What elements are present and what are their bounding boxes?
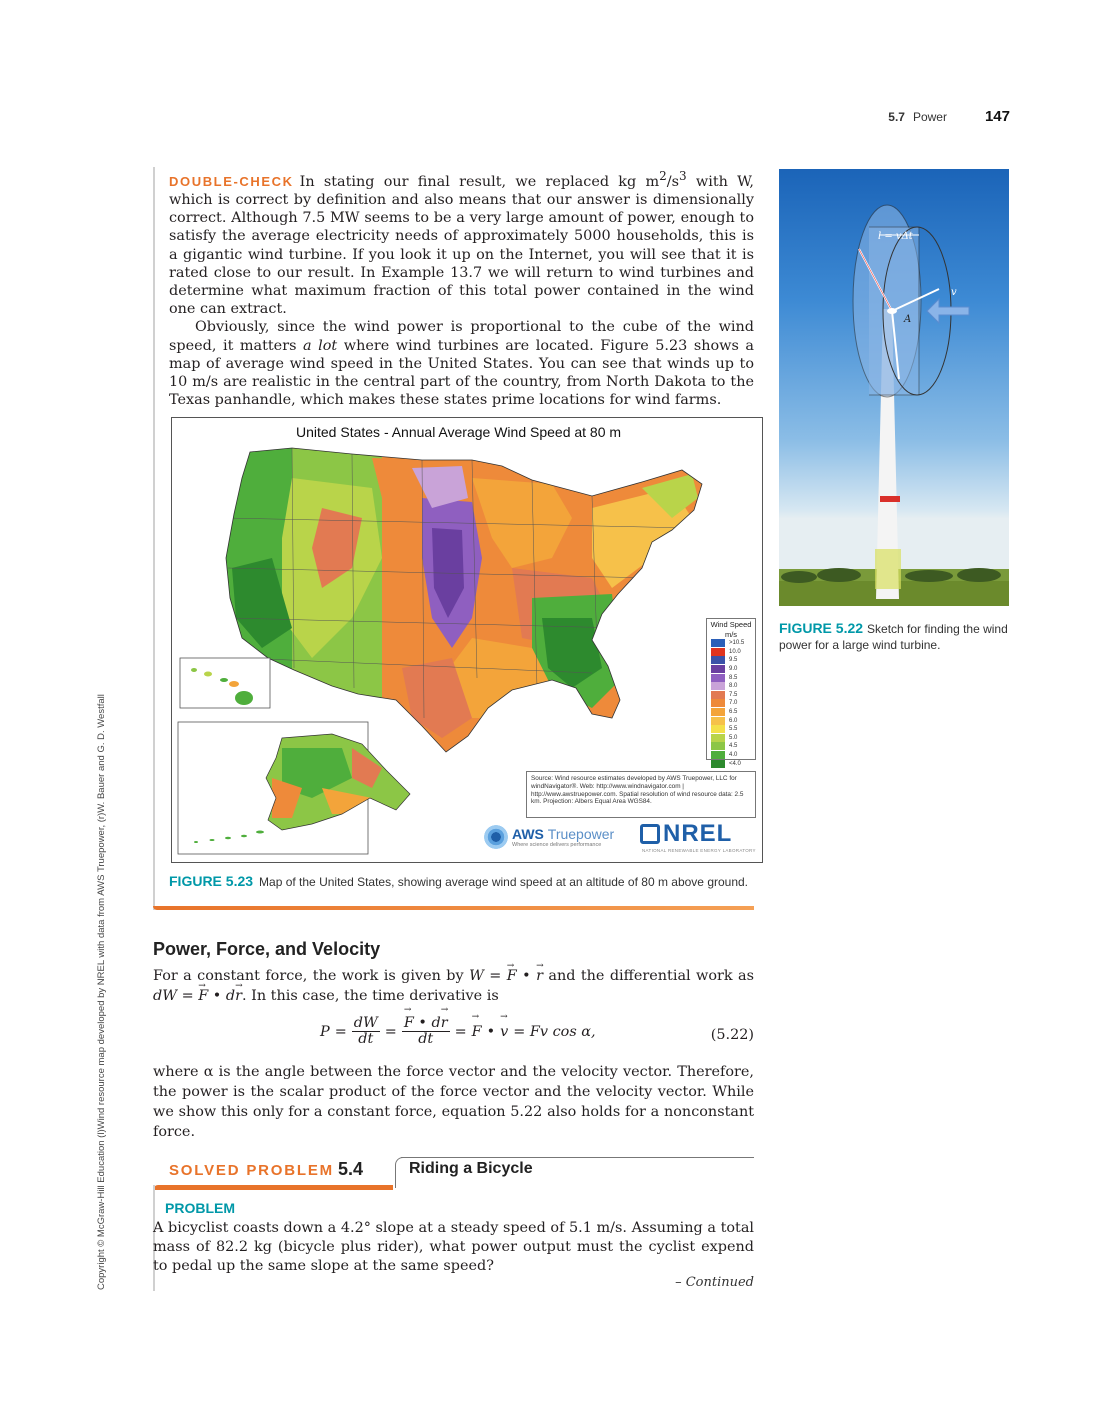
hawaii-inset <box>180 658 270 708</box>
intro-math: d <box>225 988 236 1004</box>
legend-item <box>707 691 755 700</box>
eq-numerator <box>402 1016 450 1032</box>
aws-logo-text <box>512 826 614 842</box>
legend-label: 6.0 <box>729 717 738 724</box>
legend-label: 6.5 <box>729 709 738 716</box>
legend-item <box>707 699 755 708</box>
intro-math: dW <box>153 988 178 1004</box>
wind-map <box>171 417 763 863</box>
legend-swatch <box>711 691 725 699</box>
double-check-paragraph-2 <box>169 318 754 409</box>
page-number: 147 <box>984 108 1010 125</box>
intro-text: . In this case, the time derivative is <box>241 988 499 1004</box>
eq-fraction <box>402 1016 450 1047</box>
aws-name: AWS <box>512 826 548 842</box>
legend-item <box>707 759 755 768</box>
legend-unit: m/s <box>724 630 738 639</box>
legend-item <box>707 656 755 665</box>
eq-numerator: dW <box>353 1015 378 1031</box>
copyright-credit: Copyright © McGraw-Hill Education (l)Wind resource map developed by NREL with data from AWS Truepower, (r)W. Bauer and G. D. Westfall <box>96 694 107 1290</box>
legend-item <box>707 734 755 743</box>
aws-logo-icon <box>484 825 508 849</box>
legend-swatch <box>711 674 725 682</box>
solved-problem-label <box>169 1159 363 1180</box>
legend-swatch <box>711 742 725 750</box>
eq-vector: → r <box>441 1015 448 1031</box>
header-rule <box>401 1157 754 1158</box>
figure-5-23-caption <box>169 873 748 889</box>
dc-text: Obviously, since the wind power is proportional to the cube of the wind speed, it matters <box>169 319 754 354</box>
nrel-logo <box>640 820 732 848</box>
eq-operator: • <box>413 1015 432 1031</box>
legend-swatch <box>711 760 725 768</box>
legend-swatch <box>711 751 725 759</box>
legend-swatch <box>711 656 725 664</box>
figure-5-23 <box>153 407 754 910</box>
figure-5-22-number: FIGURE 5.22 <box>779 620 864 636</box>
intro-text: and the differential work as <box>542 968 754 984</box>
eq-operator: = <box>384 1023 397 1040</box>
intro-math: • <box>516 968 537 984</box>
aws-truepower-name: Truepower <box>547 826 615 842</box>
section-heading: Power, Force, and Velocity <box>153 939 381 959</box>
wind-speed-legend <box>706 618 756 767</box>
map-title: United States - Annual Average Wind Speed at 80 m <box>296 424 622 440</box>
dc-text: In stating our final result, we replaced kg m <box>299 173 660 190</box>
legend-swatch <box>711 717 725 725</box>
legend-label: 7.0 <box>729 700 738 707</box>
legend-item <box>707 673 755 682</box>
legend-item <box>707 708 755 717</box>
legend-label: 9.5 <box>729 657 738 664</box>
nrel-mark-icon <box>640 824 660 844</box>
figure-5-23-number: FIGURE 5.23 <box>169 873 254 889</box>
eq-fraction <box>352 1016 380 1047</box>
legend-label: 4.5 <box>729 743 738 750</box>
eq-denominator: dt <box>418 1031 434 1047</box>
equation-5-22 <box>153 1016 754 1060</box>
intro-text: For a constant force, the work is given by <box>153 968 470 984</box>
intro-math: W <box>469 968 484 984</box>
intro-math: = <box>483 968 507 984</box>
eq-operator: • <box>486 1023 496 1040</box>
legend-swatch <box>711 725 725 733</box>
dc-text: /s <box>666 173 680 190</box>
eq-operator: = <box>454 1023 467 1040</box>
running-head <box>888 108 1010 125</box>
dc-sup: 3 <box>679 169 687 183</box>
solved-problem-number: 5.4 <box>337 1159 363 1179</box>
legend-swatch <box>711 734 725 742</box>
legend-item <box>707 742 755 751</box>
intro-vector: → F <box>507 968 517 984</box>
legend-label: 4.0 <box>729 752 738 759</box>
eq-vector: → v <box>500 1024 508 1040</box>
conus-map <box>212 438 732 768</box>
figure-5-22-caption <box>779 620 1009 653</box>
double-check-label: DOUBLE-CHECK <box>169 173 294 189</box>
intro-vector: → F <box>198 988 208 1004</box>
eq-symbol: d <box>431 1015 441 1031</box>
velocity-label: v <box>951 287 957 298</box>
dc-emphasis: a lot <box>303 337 338 354</box>
legend-swatch <box>711 665 725 673</box>
intro-math: • <box>208 988 226 1004</box>
aws-truepower-logo <box>484 825 614 849</box>
legend-swatch <box>711 682 725 690</box>
legend-item <box>707 716 755 725</box>
eq-symbol: = Fv cos α, <box>513 1023 596 1040</box>
section-title: Power <box>912 110 947 124</box>
eq-symbol: P <box>320 1023 330 1040</box>
legend-label: >10.5 <box>729 640 745 647</box>
figure-bottom-rule <box>153 906 754 910</box>
legend-label: 8.5 <box>729 674 738 681</box>
legend-item <box>707 639 755 648</box>
legend-label: 5.0 <box>729 734 738 741</box>
legend-rows <box>707 639 755 768</box>
solved-problem-header <box>153 1152 754 1188</box>
section-number: 5.7 <box>888 110 905 124</box>
legend-label: 10.0 <box>729 648 741 655</box>
equation-number: (5.22) <box>710 1027 754 1043</box>
header-tab <box>395 1157 409 1188</box>
source-note: Source: Wind resource estimates developed by AWS Truepower, LLC for windNavigator®. Web: http://www.windnavigator.com | http://www.awstruepower.com. Spatial resolution of wind resource data: 2.5 km. Projection: Albers Equal Area WGS84. <box>526 771 756 818</box>
legend-label: 9.0 <box>729 666 738 673</box>
eq-denominator: dt <box>358 1031 374 1047</box>
nrel-subtitle: NATIONAL RENEWABLE ENERGY LABORATORY <box>642 848 756 853</box>
equation-body <box>320 1016 596 1047</box>
legend-label: 5.5 <box>729 726 738 733</box>
legend-label: 7.5 <box>729 691 738 698</box>
aws-tagline: Where science delivers performance <box>512 842 602 848</box>
turbine-sketch <box>779 169 1009 606</box>
section-after-equation: where α is the angle between the force vector and the velocity vector. Therefore, the power is the scalar product of the force vector and the velocity vector. While we show this only for a constant force, equation 5.22 also holds for a nonconstant force. <box>153 1064 754 1140</box>
legend-swatch <box>711 708 725 716</box>
legend-swatch <box>711 648 725 656</box>
legend-label: 8.0 <box>729 683 738 690</box>
legend-item <box>707 682 755 691</box>
intro-vector: → r <box>235 988 242 1004</box>
dc-text: with W, which is correct by definition and also means that our answer is dimensionally correct. Although 7.5 MW seems to be a very large amount of power, enough to satisfy the average electricity needs of approximately 5000 households, this is a gigantic wind turbine. If you look it up on the Internet, you will see that it is rated close to our result. In Example 13.7 we will return to wind turbines and determine what maximum fraction of this total power contained in the wind one can extract. <box>169 173 754 318</box>
eq-vector: → F <box>472 1024 482 1040</box>
area-label: A <box>904 314 912 325</box>
figure-5-22-caption-text: Sketch for finding the wind power for a large wind turbine. <box>779 622 1008 652</box>
figure-5-23-caption-text: Map of the United States, showing average wind speed at an altitude of 80 m above ground. <box>259 875 749 889</box>
legend-swatch <box>711 699 725 707</box>
legend-item <box>707 665 755 674</box>
double-check-box <box>153 167 754 409</box>
eq-vector: → F <box>404 1015 414 1031</box>
dc-sup: 2 <box>659 169 667 183</box>
problem-heading: PROBLEM <box>165 1200 235 1216</box>
solved-problem-label-text: SOLVED PROBLEM <box>169 1162 334 1179</box>
legend-item <box>707 751 755 760</box>
legend-label: <4.0 <box>729 760 741 767</box>
dc-text: where wind turbines are located. Figure 5.23 shows a map of average wind speed in the United States. You can see that winds up to 10 m/s are realistic in the central part of the country, from North Dakota to the Texas panhandle, which makes these states prime locations for wind farms. <box>169 337 754 409</box>
continued-note: – Continued <box>675 1275 754 1290</box>
eq-operator: = <box>334 1023 347 1040</box>
legend-item <box>707 648 755 657</box>
legend-item <box>707 725 755 734</box>
section-intro <box>153 966 754 1006</box>
solved-problem-title: Riding a Bicycle <box>409 1160 533 1177</box>
wind-direction-arrow-icon <box>927 299 969 323</box>
length-label: l = vΔt <box>878 231 913 242</box>
legend-title: Wind Speed <box>710 620 752 629</box>
intro-math: = <box>177 988 199 1004</box>
double-check-paragraph-1 <box>169 167 754 318</box>
wind-turbine-photo <box>779 169 1009 606</box>
legend-swatch <box>711 639 725 647</box>
problem-text: A bicyclist coasts down a 4.2° slope at a steady speed of 5.1 m/s. Assuming a total mass of 82.2 kg (bicycle plus rider), what power output must the cyclist expend to pedal up the same slope at the same speed? <box>153 1220 754 1274</box>
nrel-logo-text: NREL <box>663 820 733 847</box>
intro-vector: → r <box>536 968 543 984</box>
